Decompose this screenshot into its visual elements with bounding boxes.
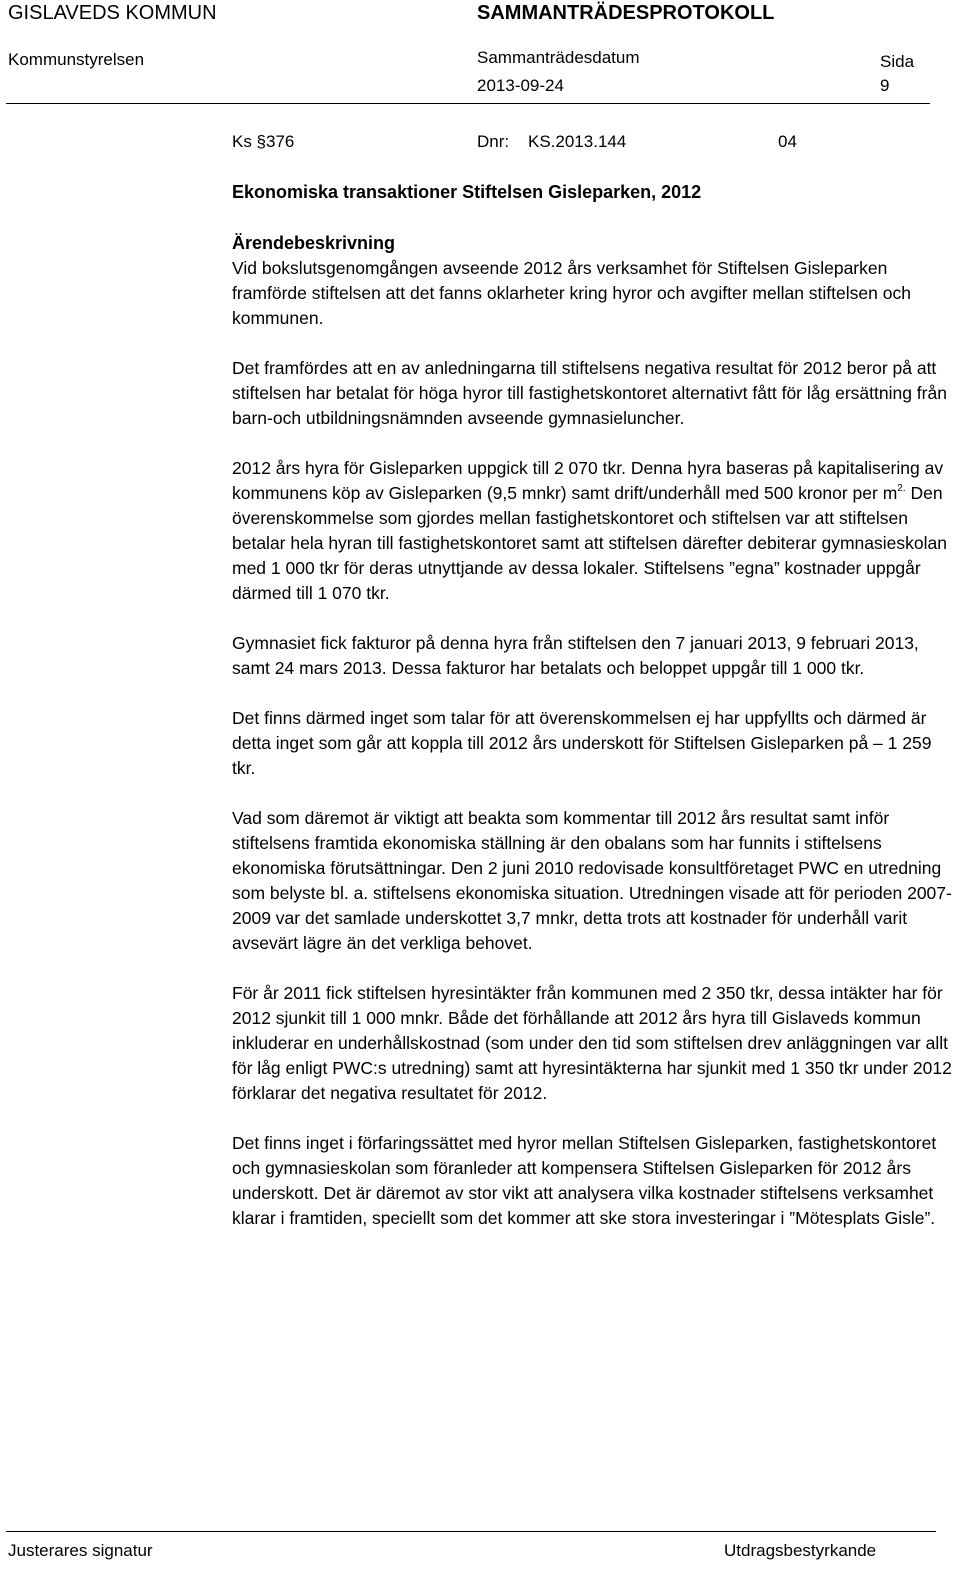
- page-label: Sida: [880, 52, 915, 71]
- document-type: SAMMANTRÄDESPROTOKOLL: [477, 2, 775, 24]
- paragraph-3: [232, 456, 958, 606]
- header-rule: [6, 103, 930, 104]
- paragraph-3-part-2: Den överenskommelse som gjordes mellan fastighetskontoret och stiftelsen var att stiftelsen betalar hela hyran till fastighetskontoret samt att stiftelsen därefter debiterar gymnasieskolan med 1 000 tkr för deras utnyttjande av dessa lokaler. Stiftelsens ”egna” kostnader uppgår därmed till 1 070 tkr.: [232, 483, 947, 603]
- municipality-name: GISLAVEDS KOMMUN: [8, 2, 217, 24]
- signature-label: Justerares signatur: [8, 1541, 153, 1560]
- paragraph-number: Ks §376: [232, 132, 295, 151]
- case-code: 04: [778, 132, 797, 151]
- paragraph-7: För år 2011 fick stiftelsen hyresintäkter från kommunen med 2 350 tkr, dessa intäkter har för 2012 sjunkit till 1 000 mnkr. Både det förhållande att 2012 års hyra till Gislaveds kommun inkluderar en underhållskostnad (som under den tid som stiftelsen drev anläggningen var allt för låg enligt PWC:s utredning) samt att hyresintäkterna har sjunkit med 1 350 tkr under 2012 förklarar det negativa resultatet för 2012.: [232, 983, 952, 1103]
- page-number: 9: [880, 76, 890, 95]
- paragraph-2: Det framfördes att en av anledningarna till stiftelsens negativa resultat för 2012 beror på att stiftelsen har betalat för höga hyror till fastighetskontoret alternativt fått för låg ersättning från barn-och utbildningsnämnden avseende gymnasieluncher.: [232, 358, 947, 428]
- paragraph-3-part-1: 2012 års hyra för Gisleparken uppgick till 2 070 tkr. Denna hyra baseras på kapitalisering av kommunens köp av Gisleparken (9,5 mnkr) samt drift/underhåll med 500 kronor per m: [232, 458, 944, 503]
- footer-rule: [6, 1531, 936, 1532]
- paragraph-5: Det finns därmed inget som talar för att överenskommelsen ej har uppfyllts och därmed är detta inget som går att koppla till 2012 års underskott för Stiftelsen Gisleparken på – 1 259 tkr.: [232, 708, 932, 778]
- paragraph-6: Vad som däremot är viktigt att beakta som kommentar till 2012 års resultat samt inför stiftelsens framtida ekonomiska ställning är den obalans som har funnits i stiftelsens ekonomiska förutsättningar. Den 2 juni 2010 redovisade konsultföretaget PWC en utredning som belyste bl. a. stiftelsens ekonomiska situation. Utredningen visade att för perioden 2007-2009 var det samlade underskottet 3,7 mnkr, detta trots att kostnader för underhåll varit avsevärt lägre än det verkliga behovet.: [232, 808, 952, 953]
- meeting-date: 2013-09-24: [477, 76, 564, 95]
- section-heading: Ärendebeskrivning: [232, 233, 396, 253]
- superscript-2: 2.: [897, 483, 906, 494]
- date-label: Sammanträdesdatum: [477, 48, 640, 67]
- document-title: Ekonomiska transaktioner Stiftelsen Gisleparken, 2012: [232, 182, 702, 202]
- paragraph-4: Gymnasiet fick fakturor på denna hyra från stiftelsen den 7 januari 2013, 9 februari 2013, samt 24 mars 2013. Dessa fakturor har betalats och beloppet uppgår till 1 000 tkr.: [232, 633, 919, 678]
- paragraph-8: Det finns inget i förfaringssättet med hyror mellan Stiftelsen Gisleparken, fastighetskontoret och gymnasieskolan som föranleder att kompensera Stiftelsen Gisleparken för 2012 års underskott. Det är däremot av stor vikt att analysera vilka kostnader stiftelsens verksamhet klarar i framtiden, speciellt som det kommer att ske stora investeringar i ”Mötesplats Gisle”.: [232, 1133, 937, 1228]
- document-body: [232, 231, 958, 1256]
- dnr-number: KS.2013.144: [528, 132, 627, 151]
- dnr-label: Dnr:: [477, 132, 510, 151]
- certification-label: Utdragsbestyrkande: [724, 1541, 877, 1560]
- paragraph-1: Vid bokslutsgenomgången avseende 2012 års verksamhet för Stiftelsen Gisleparken framförde stiftelsen att det fanns oklarheter kring hyror och avgifter mellan stiftelsen och kommunen.: [232, 258, 911, 328]
- committee-name: Kommunstyrelsen: [8, 50, 145, 69]
